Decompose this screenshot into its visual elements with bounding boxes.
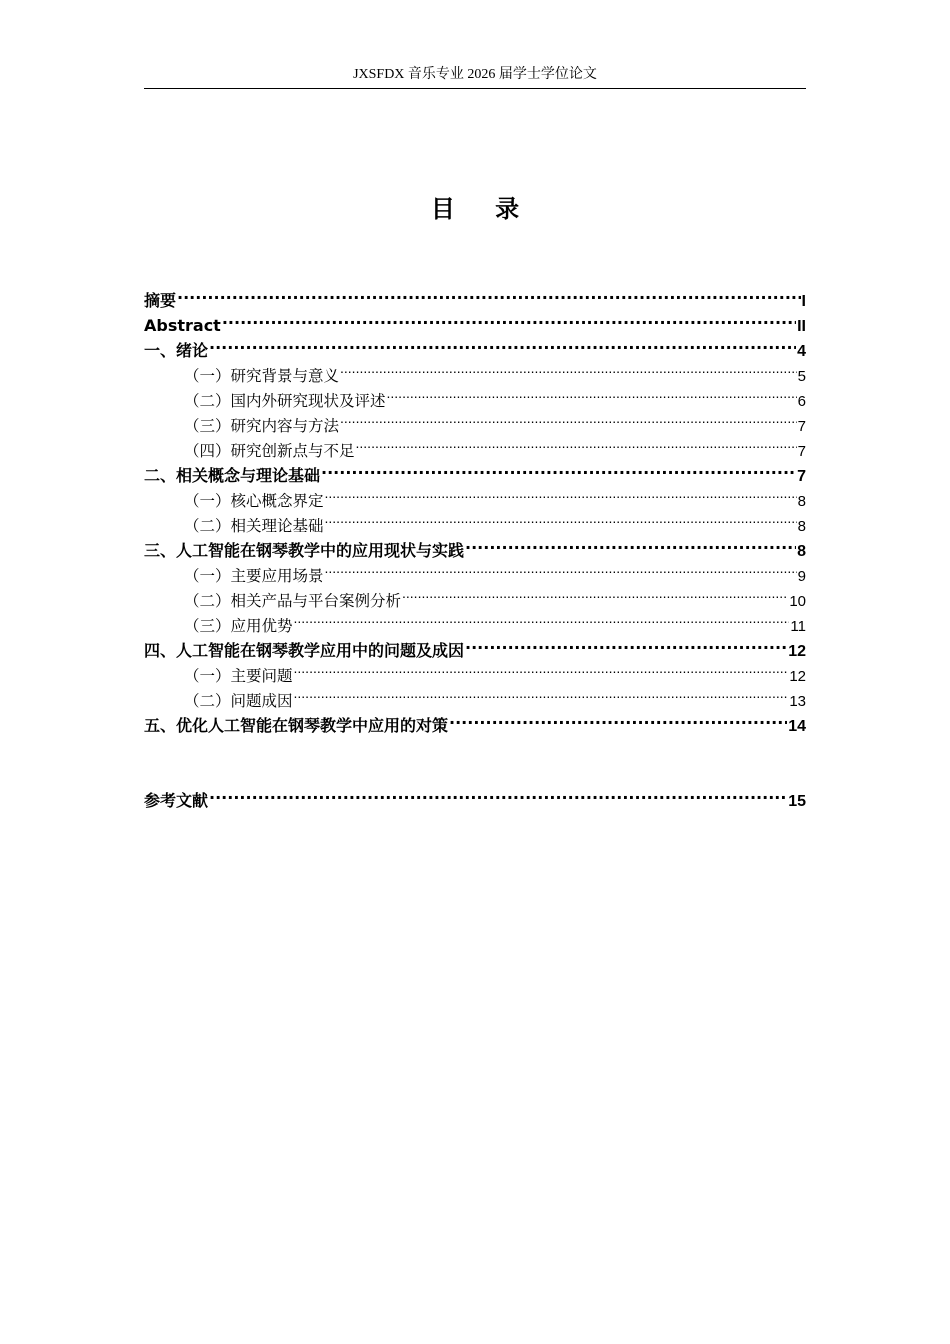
toc-entry-page: 8	[797, 543, 806, 560]
toc-entry-page: 10	[789, 593, 806, 610]
dot-leader	[294, 681, 789, 706]
toc-entry-abstract-en[interactable]	[144, 306, 806, 335]
toc-entry-label: （一）主要应用场景	[184, 567, 324, 585]
toc-entry-page: 13	[789, 693, 806, 710]
dot-leader	[402, 581, 788, 606]
toc-entry-page: 7	[797, 443, 806, 460]
toc-entry-label: （二）相关理论基础	[184, 517, 324, 535]
dot-leader	[325, 506, 797, 531]
toc-title: 目 录	[430, 195, 536, 223]
toc-entry-label: （四）研究创新点与不足	[184, 442, 355, 460]
toc-entry-page: 12	[789, 668, 806, 685]
toc-entry-label: 四、人工智能在钢琴教学应用中的问题及成因	[144, 641, 465, 660]
toc-entry-page: 7	[797, 468, 806, 485]
dot-leader	[177, 281, 801, 306]
toc-entry-page: 12	[788, 643, 806, 660]
toc-entry-label: 三、人工智能在钢琴教学中的应用现状与实践	[144, 541, 465, 560]
dot-leader	[294, 606, 790, 631]
toc-entry-page: 8	[797, 493, 806, 510]
toc-entry-page: 6	[797, 393, 806, 410]
toc-entry-page: 9	[797, 568, 806, 585]
toc-entry-label: 参考文献	[144, 791, 209, 810]
toc-spacer	[144, 731, 806, 781]
dot-leader	[222, 306, 796, 331]
toc-entry-label: （二）相关产品与平台案例分析	[184, 592, 402, 610]
toc-entry-page: 8	[797, 518, 806, 535]
running-header: JXSFDX 音乐专业 2026 届学士学位论文	[144, 64, 806, 89]
dot-leader	[209, 331, 796, 356]
dot-leader	[449, 706, 787, 731]
toc-entry-label: （一）主要问题	[184, 667, 293, 685]
dot-leader	[465, 531, 796, 556]
table-of-contents	[144, 281, 806, 810]
toc-entry-references[interactable]	[144, 781, 806, 810]
toc-entry-label: Abstract	[144, 316, 221, 335]
toc-entry-page: 7	[797, 418, 806, 435]
toc-entry-label: 五、优化人工智能在钢琴教学中应用的对策	[144, 716, 449, 735]
toc-entry-page: 14	[788, 718, 806, 735]
dot-leader	[356, 431, 797, 456]
dot-leader	[294, 656, 789, 681]
dot-leader	[465, 631, 787, 656]
toc-entry-label: （二）问题成因	[184, 692, 293, 710]
toc-entry-label: （二）国内外研究现状及评述	[184, 392, 386, 410]
dot-leader	[209, 781, 787, 806]
toc-entry-label: 一、绪论	[144, 341, 209, 360]
dot-leader	[340, 406, 797, 431]
toc-entry-label: （三）应用优势	[184, 617, 293, 635]
dot-leader	[325, 556, 797, 581]
toc-entry-page: 5	[797, 368, 806, 385]
dot-leader	[321, 456, 796, 481]
toc-entry-page: 15	[788, 793, 806, 810]
toc-entry-page: 4	[797, 343, 806, 360]
toc-entry-section-1-1[interactable]	[144, 356, 806, 385]
toc-entry-label: （一）核心概念界定	[184, 492, 324, 510]
toc-entry-page: 11	[790, 618, 806, 635]
dot-leader	[387, 381, 797, 406]
toc-entry-page: II	[797, 318, 806, 335]
toc-entry-label: （一）研究背景与意义	[184, 367, 340, 385]
toc-entry-label: （三）研究内容与方法	[184, 417, 340, 435]
toc-entry-label: 摘要	[144, 291, 177, 310]
toc-entry-chapter-1[interactable]	[144, 331, 806, 360]
toc-entry-label: 二、相关概念与理论基础	[144, 466, 321, 485]
dot-leader	[340, 356, 797, 381]
toc-entry-abstract-cn[interactable]	[144, 281, 806, 310]
dot-leader	[325, 481, 797, 506]
toc-entry-page: I	[801, 293, 806, 310]
